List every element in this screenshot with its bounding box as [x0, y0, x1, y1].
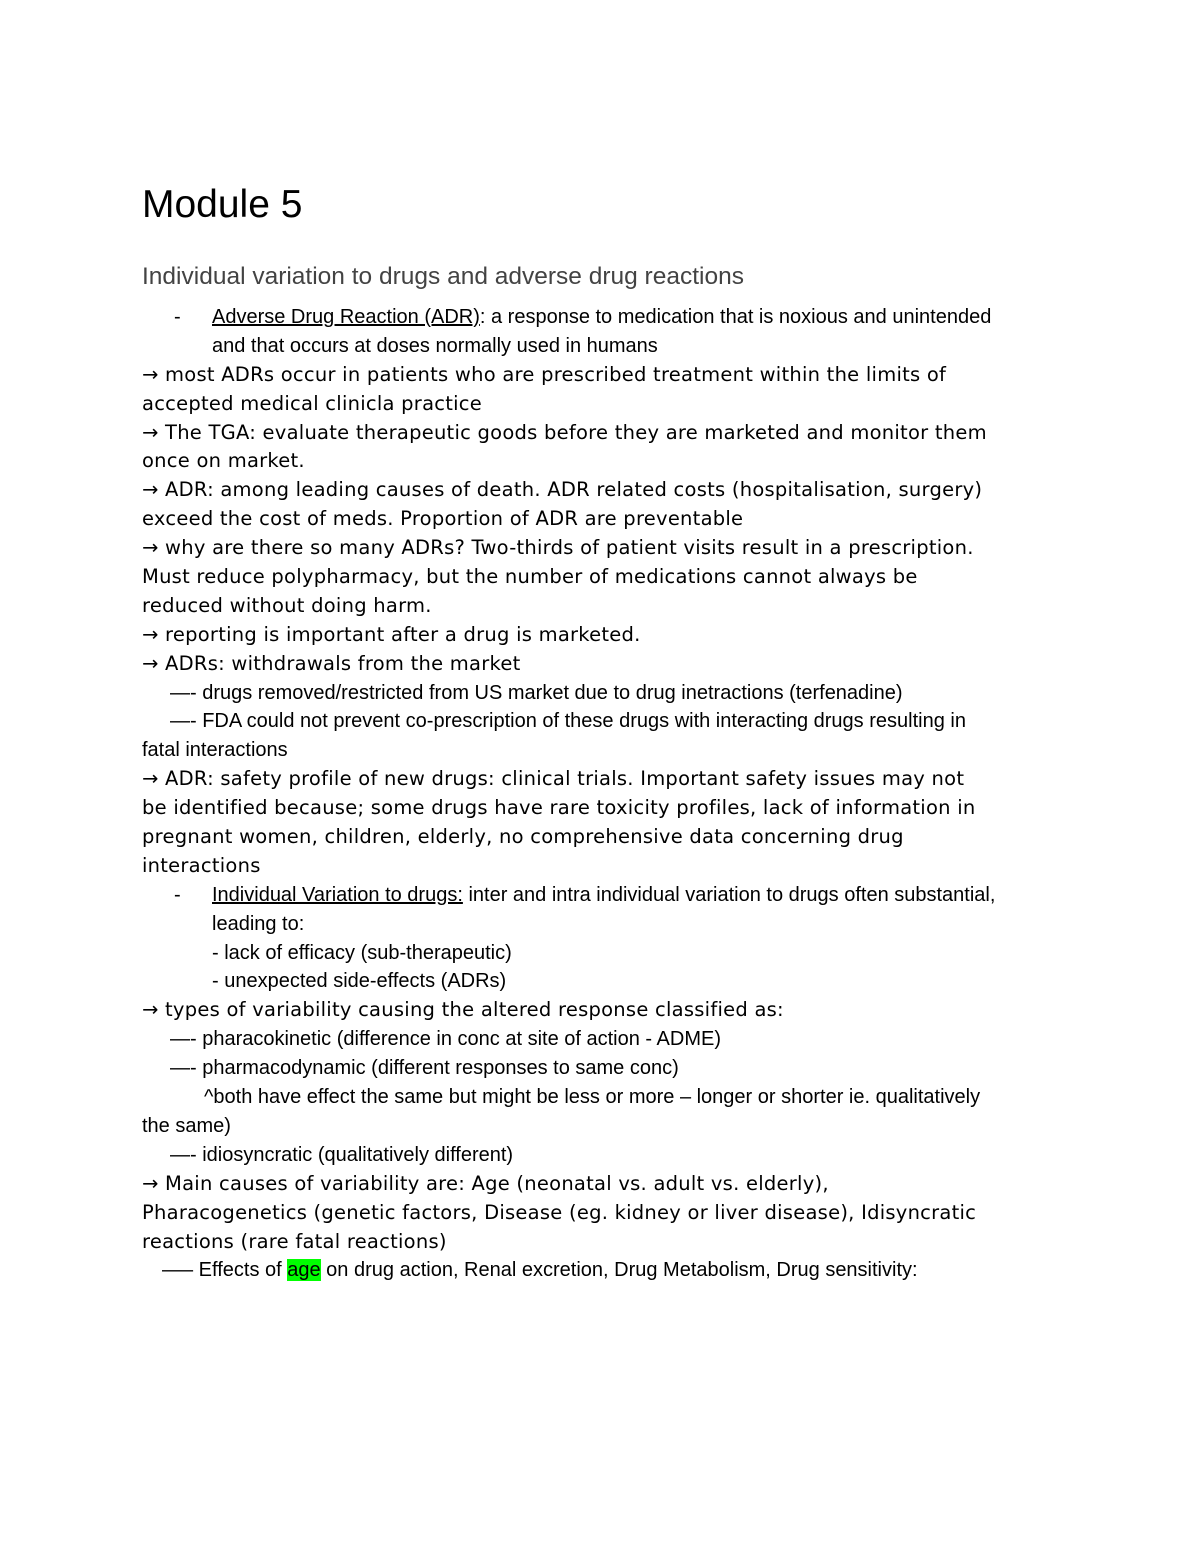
bullet-marker: - — [174, 883, 181, 906]
note-line: pregnant women, children, elderly, no comprehensive data concerning drug — [142, 825, 904, 849]
note-line: → reporting is important after a drug is marketed. — [142, 622, 641, 646]
highlighted-word: age — [287, 1259, 321, 1282]
note-line: → types of variability causing the altered response classified as: — [142, 998, 784, 1022]
sub-note-line: fatal interactions — [142, 739, 288, 762]
note-line: → Main causes of variability are: Age (neonatal vs. adult vs. elderly), — [142, 1171, 829, 1195]
note-line: reactions (rare fatal reactions) — [142, 1229, 447, 1253]
iv-term: Individual Variation to drugs: — [212, 883, 463, 906]
note-line: → ADR: among leading causes of death. ADR related costs (hospitalisation, surgery) — [142, 478, 983, 502]
sub-note-line: —- FDA could not prevent co-prescription of these drugs with interacting drugs resulting in — [170, 710, 966, 733]
sub-note-line: —- pharacokinetic (difference in conc at site of action - ADME) — [170, 1028, 721, 1051]
iv-definition-line-2: leading to: — [212, 912, 305, 935]
age-effects-suffix: on drug action, Renal excretion, Drug Metabolism, Drug sensitivity: — [320, 1259, 918, 1282]
page-title: Module 5 — [142, 183, 303, 226]
adr-definition-text: : a response to medication that is noxious and unintended — [479, 306, 992, 328]
sub-note-line: —- drugs removed/restricted from US market due to drug inetractions (terfenadine) — [170, 681, 903, 704]
note-line: exceed the cost of meds. Proportion of ADR are preventable — [142, 507, 744, 531]
age-effects-line — [142, 1256, 1072, 1285]
age-effects-prefix: —– Effects of — [162, 1259, 288, 1282]
adr-definition-line-2: and that occurs at doses normally used in humans — [212, 334, 658, 357]
notes-body — [142, 303, 1072, 1285]
note-line: → The TGA: evaluate therapeutic goods before they are marketed and monitor them — [142, 420, 987, 444]
iv-sub-item: - lack of efficacy (sub-therapeutic) — [212, 941, 512, 964]
note-line: Must reduce polypharmacy, but the number of medications cannot always be — [142, 565, 918, 589]
note-line: Pharacogenetics (genetic factors, Disease (eg. kidney or liver disease), Idisyncratic — [142, 1200, 977, 1224]
note-line: → most ADRs occur in patients who are prescribed treatment within the limits of — [142, 362, 947, 386]
sub-note-line: —- pharmacodynamic (different responses to same conc) — [170, 1057, 679, 1080]
iv-sub-item: - unexpected side-effects (ADRs) — [212, 970, 507, 993]
iv-definition-line-1 — [142, 881, 1072, 910]
bullet-marker: - — [174, 306, 181, 328]
iv-definition-text: inter and intra individual variation to drugs often substantial, — [462, 883, 996, 906]
note-line: accepted medical clinicla practice — [142, 391, 483, 415]
sub-note-line: —- idiosyncratic (qualitatively different) — [170, 1143, 514, 1166]
note-line: → why are there so many ADRs? Two-thirds of patient visits result in a prescription. — [142, 536, 974, 560]
adr-term: Adverse Drug Reaction (ADR) — [212, 306, 480, 328]
adr-definition-line-1 — [142, 303, 1072, 332]
section-heading: Individual variation to drugs and adverse drug reactions — [142, 263, 744, 290]
note-line: be identified because; some drugs have rare toxicity profiles, lack of information in — [142, 796, 976, 820]
sub-note-line: the same) — [142, 1114, 231, 1137]
sub-note-line: ^both have effect the same but might be less or more – longer or shorter ie. qualitatively — [204, 1086, 981, 1109]
note-line: → ADRs: withdrawals from the market — [142, 651, 521, 675]
note-line: interactions — [142, 853, 261, 877]
note-line: → ADR: safety profile of new drugs: clinical trials. Important safety issues may not — [142, 767, 965, 791]
note-line: reduced without doing harm. — [142, 593, 432, 617]
note-line: once on market. — [142, 449, 305, 473]
